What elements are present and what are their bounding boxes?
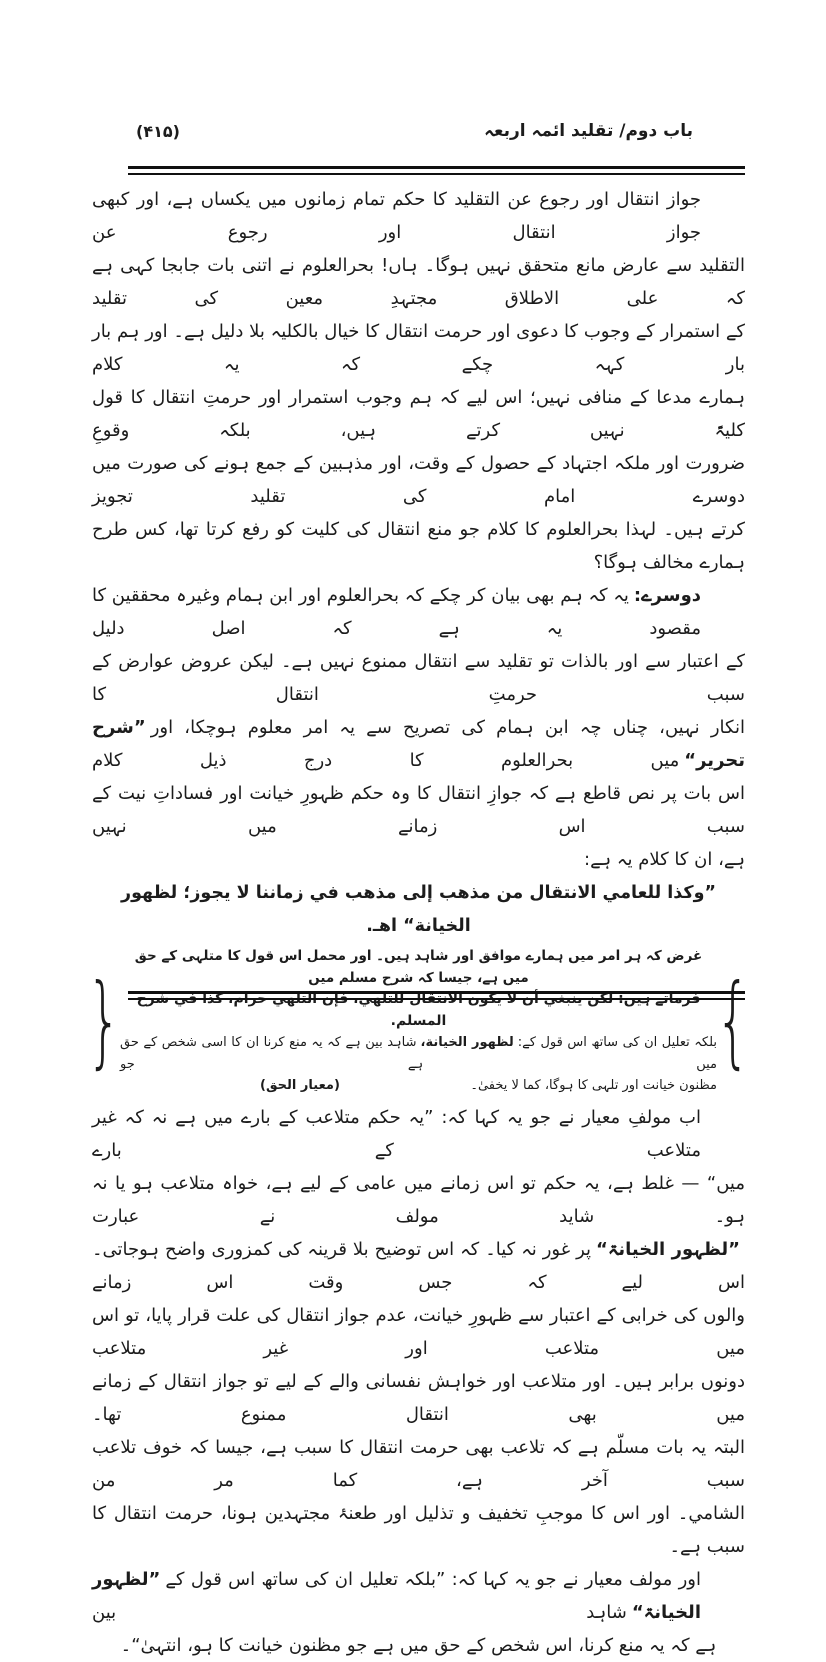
text-line: اس بات پر نص قاطع ہے کہ جوازِ انتقال کا وہ حکم ظہورِ خیانت اور فساداتِ نیت کے سبب اس زمانے میں نہیں xyxy=(92,783,745,837)
text-line xyxy=(92,1233,745,1299)
paragraph-lead: دوسرے: xyxy=(633,585,701,606)
text-line: جواز انتقال اور رجوع عن التقلید کا حکم تمام زمانوں میں یکساں ہے، اور کبھی جواز انتقال اور رجوع عن xyxy=(92,189,701,243)
text-run: انکار نہیں، چناں چہ ابن ہمام کی تصریح سے یہ امر معلوم ہوچکا، اور xyxy=(150,717,745,738)
text-line: ہے کہ یہ منع کرنا، اس شخص کے حق میں ہے جو مظنون خیانت کا ہو، انتہیٰ“۔ xyxy=(120,1634,717,1656)
curly-brace-right-icon: } xyxy=(715,962,751,1080)
text-line: میں“ — غلط ہے، یہ حکم تو اس زمانے میں عامی کے لیے ہے، خواہ متلاعب ہو یا نہ ہو۔ شاید مولف نے عبارت xyxy=(92,1172,745,1227)
paragraph-2 xyxy=(92,579,745,876)
arabic-phrase: ”لظہور الخیانۃ“ xyxy=(596,1238,740,1260)
citation-source: (معیار الحق) xyxy=(260,1078,340,1093)
paragraph-3 xyxy=(92,1101,745,1563)
text-line xyxy=(120,1075,717,1097)
text-run: شاہد بین xyxy=(92,1601,627,1623)
text-run: میں بحرالعلوم کا درج ذیل کلام xyxy=(92,750,680,771)
arabic-quotation: ”وكذا للعامي الانتقال من مذهب إلى مذهب في زماننا لا يجوز؛ لظهور الخيانة“ اهـ. xyxy=(121,883,716,936)
text-line xyxy=(92,579,745,645)
page-number: (۴۱۵) xyxy=(136,122,180,141)
chapter-title: باب دوم/ تقلید ائمہ اربعہ xyxy=(484,121,693,141)
text-line: التقلید سے عارض مانع متحقق نہیں ہوگا۔ ہاں! بحرالعلوم نے اتنی بات جابجا کہی ہے کہ علی الاطلاق مجتہدِ معین کی تقلید xyxy=(92,255,745,309)
text-run: یہ کہ ہم بھی بیان کر چکے کہ بحرالعلوم اور ابن ہمام وغیرہ محققین کا مقصود یہ ہے کہ اصل دلیل xyxy=(92,585,701,639)
text-line: اب مولفِ معیار نے جو یہ کہا کہ: ”یہ حکم متلاعب کے بارے میں ہے نہ کہ غیر متلاعب کے بارے xyxy=(92,1106,701,1161)
text-line: دونوں برابر ہیں۔ اور متلاعب اور خواہش نفسانی والے کے لیے تو جواز انتقال کے زمانے میں بھی انتقال ممنوع تھا۔ xyxy=(92,1370,745,1425)
text-line xyxy=(92,711,745,777)
arabic-text-line: فرماتے ہیں: لکن ینبغي أن لا یکون الانتقال للتلهي، فإن التلهي حرام، كذا في شرح المسلم. xyxy=(136,991,701,1029)
bracketed-note xyxy=(86,946,751,1097)
paragraph-4 xyxy=(92,1563,745,1662)
text-line: الشامي۔ اور اس کا موجبِ تخفیف و تذلیل اور طعنۂ مجتہدین ہونا، حرمت انتقال کا سبب ہے۔ xyxy=(92,1502,745,1557)
text-line: کرتے ہیں۔ لہذا بحرالعلوم کا کلام جو منع انتقال کی کلیت کو رفع کرتا تھا، کس طرح ہمارے مخالف ہوگا؟ xyxy=(92,519,745,573)
text-run: پر غور نہ کیا۔ کہ اس توضیح بلا قرینہ کی کمزوری واضح ہوجاتی۔ اس لیے کہ جس وقت اس زمانے xyxy=(92,1238,745,1293)
text-line: ہے، ان کا کلام یہ ہے: xyxy=(584,849,745,870)
paragraph-1 xyxy=(92,183,745,579)
header-double-rule xyxy=(128,166,745,175)
text-run: شاہد بین ہے کہ یہ منع کرنا ان کا اسی شخص کے حق میں ہے جو xyxy=(120,1035,717,1072)
text-run: مظنون خیانت اور تلہی کا ہوگا، کما لا یخفیٰ۔ xyxy=(470,1078,717,1093)
arabic-phrase: لظهور الخيانة، xyxy=(420,1035,514,1050)
curly-brace-left-icon: { xyxy=(86,962,122,1080)
text-line xyxy=(92,1563,745,1629)
text-line: کے اعتبار سے اور بالذات تو تقلید سے انتقال ممنوع نہیں ہے۔ لیکن عروض عوارض کے سبب حرمتِ انتقال کا xyxy=(92,651,745,705)
text-line: کے استمرار کے وجوب کا دعوی اور حرمت انتقال کا خیال بالکلیہ بلا دلیل ہے۔ اور ہم بار بار کہہ چکے کہ یہ کلام xyxy=(92,321,745,375)
text-run: اور مولف معیار نے جو یہ کہا کہ: ”بلکہ تعلیل ان کی ساتھ اس قول کے xyxy=(165,1568,701,1590)
text-line: البتہ یہ بات مسلّم ہے کہ تلاعب بھی حرمت انتقال کا سبب ہے، جیسا کہ خوف تلاعب سبب آخر ہے، کما مر من xyxy=(92,1436,745,1491)
text-line: ضرورت اور ملکہ اجتہاد کے حصول کے وقت، اور مذہبین کے جمع ہونے کی صورت میں دوسرے امام کی تقلید تجویز xyxy=(92,453,745,507)
footer-double-rule xyxy=(128,991,745,1000)
page-header xyxy=(92,120,745,141)
text-line: ہمارے مدعا کے منافی نہیں؛ اس لیے کہ ہم وجوب استمرار اور حرمتِ انتقال کا قول کلیۃً نہیں کرتے ہیں، بلکہ وقوعِ xyxy=(92,387,745,441)
quoted-book-title: ”شرح تحریر“ xyxy=(92,717,745,771)
text-line: والوں کی خرابی کے اعتبار سے ظہورِ خیانت، عدم جواز انتقال کی علت قرار پایا، تو اس میں متلاعب اور غیر متلاعب xyxy=(92,1304,745,1359)
bracketed-note-text xyxy=(116,946,721,1097)
arabic-phrase: ”لظہور الخیانۃ“ xyxy=(92,1568,701,1623)
text-line: غرض کہ ہر امر میں ہمارے موافق اور شاہد ہیں۔ اور محمل اس قول کا متلہی کے حق میں ہے، جیسا کہ شرح مسلم میں xyxy=(134,948,703,986)
body-text xyxy=(86,183,751,1662)
text-run: بلکہ تعلیل ان کی ساتھ اس قول کے: xyxy=(517,1035,717,1050)
text-line xyxy=(120,1032,717,1075)
